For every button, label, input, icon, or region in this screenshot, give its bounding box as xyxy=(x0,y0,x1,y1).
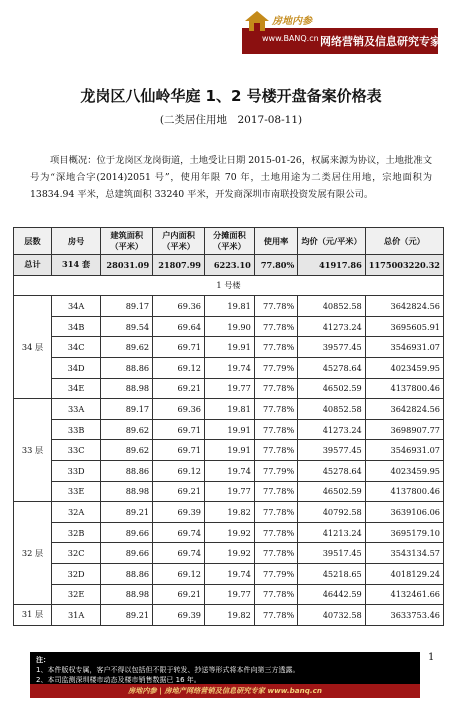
cell-avg: 45278.64 xyxy=(298,460,366,481)
table-row xyxy=(14,296,444,317)
cell-rate: 77.78% xyxy=(254,481,297,502)
cell-price: 4018129.24 xyxy=(365,563,443,584)
total-avg: 41917.86 xyxy=(298,255,366,276)
cell-inner: 69.21 xyxy=(153,584,205,605)
cell-shared: 19.77 xyxy=(205,378,255,399)
table-row xyxy=(14,605,444,626)
cell-room: 34C xyxy=(51,337,100,358)
footer-note xyxy=(30,652,420,684)
cell-rate: 77.79% xyxy=(254,563,297,584)
project-summary: 项目概况：位于龙岗区龙岗街道，土地受让日期 2015-01-26，权属来源为协议，土地批准文号为“深地合字(2014)2051 号”，使用年限 70 年，土地用途为二类居住用地，宗地面积为 13834.94 平米，总建筑面积 33240 平米，开发商深圳市南联投资发展有限公司。 xyxy=(30,155,432,200)
cell-rate: 77.78% xyxy=(254,316,297,337)
cell-area: 89.66 xyxy=(101,543,153,564)
cell-shared: 19.91 xyxy=(205,419,255,440)
cell-avg: 41273.24 xyxy=(298,316,366,337)
cell-price: 3695605.91 xyxy=(365,316,443,337)
header-floor: 层数 xyxy=(14,228,52,255)
total-row xyxy=(14,255,444,276)
cell-avg: 46502.59 xyxy=(298,378,366,399)
cell-inner: 69.71 xyxy=(153,440,205,461)
cell-area: 89.17 xyxy=(101,399,153,420)
cell-area: 88.86 xyxy=(101,460,153,481)
floor-label: 32 层 xyxy=(14,502,52,605)
table-row xyxy=(14,460,444,481)
table-row xyxy=(14,440,444,461)
cell-rate: 77.78% xyxy=(254,543,297,564)
cell-area: 89.17 xyxy=(101,296,153,317)
cell-price: 3698907.77 xyxy=(365,419,443,440)
house-icon xyxy=(244,10,270,32)
cell-avg: 45218.65 xyxy=(298,563,366,584)
price-table xyxy=(13,227,444,626)
table-row xyxy=(14,522,444,543)
building-row xyxy=(14,275,444,296)
cell-avg: 45278.64 xyxy=(298,357,366,378)
total-rate: 77.80% xyxy=(254,255,297,276)
cell-inner: 69.12 xyxy=(153,563,205,584)
cell-avg: 40792.58 xyxy=(298,502,366,523)
table-row xyxy=(14,481,444,502)
cell-room: 34B xyxy=(51,316,100,337)
cell-price: 4132461.66 xyxy=(365,584,443,605)
cell-avg: 46502.59 xyxy=(298,481,366,502)
cell-inner: 69.39 xyxy=(153,502,205,523)
cell-avg: 41213.24 xyxy=(298,522,366,543)
cell-inner: 69.39 xyxy=(153,605,205,626)
cell-shared: 19.74 xyxy=(205,357,255,378)
cell-room: 33E xyxy=(51,481,100,502)
cell-area: 89.54 xyxy=(101,316,153,337)
table-header-row xyxy=(14,228,444,255)
header-price: 总价（元） xyxy=(365,228,443,255)
cell-inner: 69.36 xyxy=(153,296,205,317)
cell-inner: 69.12 xyxy=(153,357,205,378)
cell-rate: 77.79% xyxy=(254,357,297,378)
cell-rate: 77.79% xyxy=(254,460,297,481)
cell-rate: 77.78% xyxy=(254,522,297,543)
cell-area: 89.62 xyxy=(101,440,153,461)
header-inner: 户内面积（平米） xyxy=(153,228,205,255)
cell-room: 32D xyxy=(51,563,100,584)
cell-room: 33B xyxy=(51,419,100,440)
note-item-1: 1、本件版权专属，客户不得以包括但不限于转发、抄送等形式将本件向第三方透露。 xyxy=(36,666,300,674)
cell-price: 3639106.06 xyxy=(365,502,443,523)
cell-area: 88.98 xyxy=(101,378,153,399)
cell-rate: 77.78% xyxy=(254,584,297,605)
table-row xyxy=(14,584,444,605)
logo-url[interactable]: www.BANQ.cn xyxy=(262,34,319,43)
header-avg: 均价（元/平米） xyxy=(298,228,366,255)
table-row xyxy=(14,357,444,378)
cell-shared: 19.82 xyxy=(205,605,255,626)
header-slogan: 网络营销及信息研究专家 xyxy=(320,35,441,48)
cell-area: 89.66 xyxy=(101,522,153,543)
table-row xyxy=(14,337,444,358)
cell-rate: 77.78% xyxy=(254,296,297,317)
cell-room: 32C xyxy=(51,543,100,564)
cell-price: 4023459.95 xyxy=(365,357,443,378)
cell-area: 88.98 xyxy=(101,481,153,502)
cell-rate: 77.78% xyxy=(254,419,297,440)
cell-avg: 40732.58 xyxy=(298,605,366,626)
cell-area: 89.62 xyxy=(101,337,153,358)
cell-room: 34D xyxy=(51,357,100,378)
note-title: 注： xyxy=(36,656,50,664)
cell-inner: 69.74 xyxy=(153,522,205,543)
header-area: 建筑面积（平米） xyxy=(101,228,153,255)
footer-bar: 房地内参 | 房地产网络营销及信息研究专家 www.banq.cn xyxy=(30,684,420,698)
cell-shared: 19.74 xyxy=(205,563,255,584)
total-area: 28031.09 xyxy=(101,255,153,276)
cell-rate: 77.78% xyxy=(254,605,297,626)
total-inner: 21807.99 xyxy=(153,255,205,276)
cell-price: 3546931.07 xyxy=(365,337,443,358)
table-row xyxy=(14,502,444,523)
cell-avg: 41273.24 xyxy=(298,419,366,440)
cell-area: 88.98 xyxy=(101,584,153,605)
cell-shared: 19.77 xyxy=(205,481,255,502)
cell-area: 88.86 xyxy=(101,563,153,584)
header-shared: 分摊面积（平米） xyxy=(205,228,255,255)
cell-room: 33D xyxy=(51,460,100,481)
cell-shared: 19.91 xyxy=(205,440,255,461)
total-price: 1175003220.32 xyxy=(365,255,443,276)
cell-inner: 69.64 xyxy=(153,316,205,337)
cell-room: 33A xyxy=(51,399,100,420)
floor-label: 33 层 xyxy=(14,399,52,502)
cell-shared: 19.77 xyxy=(205,584,255,605)
cell-inner: 69.21 xyxy=(153,481,205,502)
page-number: 1 xyxy=(428,652,435,663)
cell-room: 32A xyxy=(51,502,100,523)
cell-price: 4137800.46 xyxy=(365,378,443,399)
cell-shared: 19.92 xyxy=(205,522,255,543)
cell-inner: 69.71 xyxy=(153,419,205,440)
cell-inner: 69.71 xyxy=(153,337,205,358)
cell-rate: 77.78% xyxy=(254,440,297,461)
cell-room: 32E xyxy=(51,584,100,605)
cell-shared: 19.74 xyxy=(205,460,255,481)
cell-avg: 39577.45 xyxy=(298,337,366,358)
cell-room: 34E xyxy=(51,378,100,399)
page-subtitle: (二类居住用地 2017-08-11) xyxy=(159,114,303,126)
table-row xyxy=(14,563,444,584)
table-row xyxy=(14,399,444,420)
table-row xyxy=(14,378,444,399)
cell-room: 34A xyxy=(51,296,100,317)
cell-price: 3543134.57 xyxy=(365,543,443,564)
header-rate: 使用率 xyxy=(254,228,297,255)
cell-shared: 19.82 xyxy=(205,502,255,523)
cell-rate: 77.78% xyxy=(254,502,297,523)
cell-shared: 19.81 xyxy=(205,296,255,317)
cell-shared: 19.90 xyxy=(205,316,255,337)
total-label: 总计 xyxy=(14,255,52,276)
cell-room: 33C xyxy=(51,440,100,461)
cell-price: 3546931.07 xyxy=(365,440,443,461)
cell-avg: 39517.45 xyxy=(298,543,366,564)
cell-rate: 77.78% xyxy=(254,399,297,420)
cell-shared: 19.91 xyxy=(205,337,255,358)
cell-price: 3633753.46 xyxy=(365,605,443,626)
cell-area: 89.21 xyxy=(101,502,153,523)
cell-area: 88.86 xyxy=(101,357,153,378)
cell-avg: 40852.58 xyxy=(298,296,366,317)
floor-label: 31 层 xyxy=(14,605,52,626)
cell-price: 4023459.95 xyxy=(365,460,443,481)
cell-area: 89.62 xyxy=(101,419,153,440)
building-label: 1 号楼 xyxy=(14,275,444,296)
cell-avg: 39577.45 xyxy=(298,440,366,461)
cell-area: 89.21 xyxy=(101,605,153,626)
cell-price: 3642824.56 xyxy=(365,399,443,420)
cell-room: 32B xyxy=(51,522,100,543)
cell-shared: 19.81 xyxy=(205,399,255,420)
page-title: 龙岗区八仙岭华庭 1、2 号楼开盘备案价格表 xyxy=(80,87,382,105)
header-room: 房号 xyxy=(51,228,100,255)
cell-inner: 69.12 xyxy=(153,460,205,481)
floor-label: 34 层 xyxy=(14,296,52,399)
cell-rate: 77.78% xyxy=(254,337,297,358)
cell-price: 4137800.46 xyxy=(365,481,443,502)
cell-price: 3695179.10 xyxy=(365,522,443,543)
table-row xyxy=(14,316,444,337)
cell-inner: 69.36 xyxy=(153,399,205,420)
cell-inner: 69.21 xyxy=(153,378,205,399)
logo-name: 房地内参 xyxy=(272,16,312,27)
table-row xyxy=(14,419,444,440)
cell-room: 31A xyxy=(51,605,100,626)
total-shared: 6223.10 xyxy=(205,255,255,276)
table-row xyxy=(14,543,444,564)
cell-shared: 19.92 xyxy=(205,543,255,564)
note-item-2: 2、本司监测深圳楼市动态及楼市销售数据已 16 年。 xyxy=(36,676,201,684)
cell-avg: 46442.59 xyxy=(298,584,366,605)
cell-avg: 40852.58 xyxy=(298,399,366,420)
cell-price: 3642824.56 xyxy=(365,296,443,317)
cell-inner: 69.74 xyxy=(153,543,205,564)
cell-rate: 77.78% xyxy=(254,378,297,399)
total-count: 314 套 xyxy=(51,255,100,276)
